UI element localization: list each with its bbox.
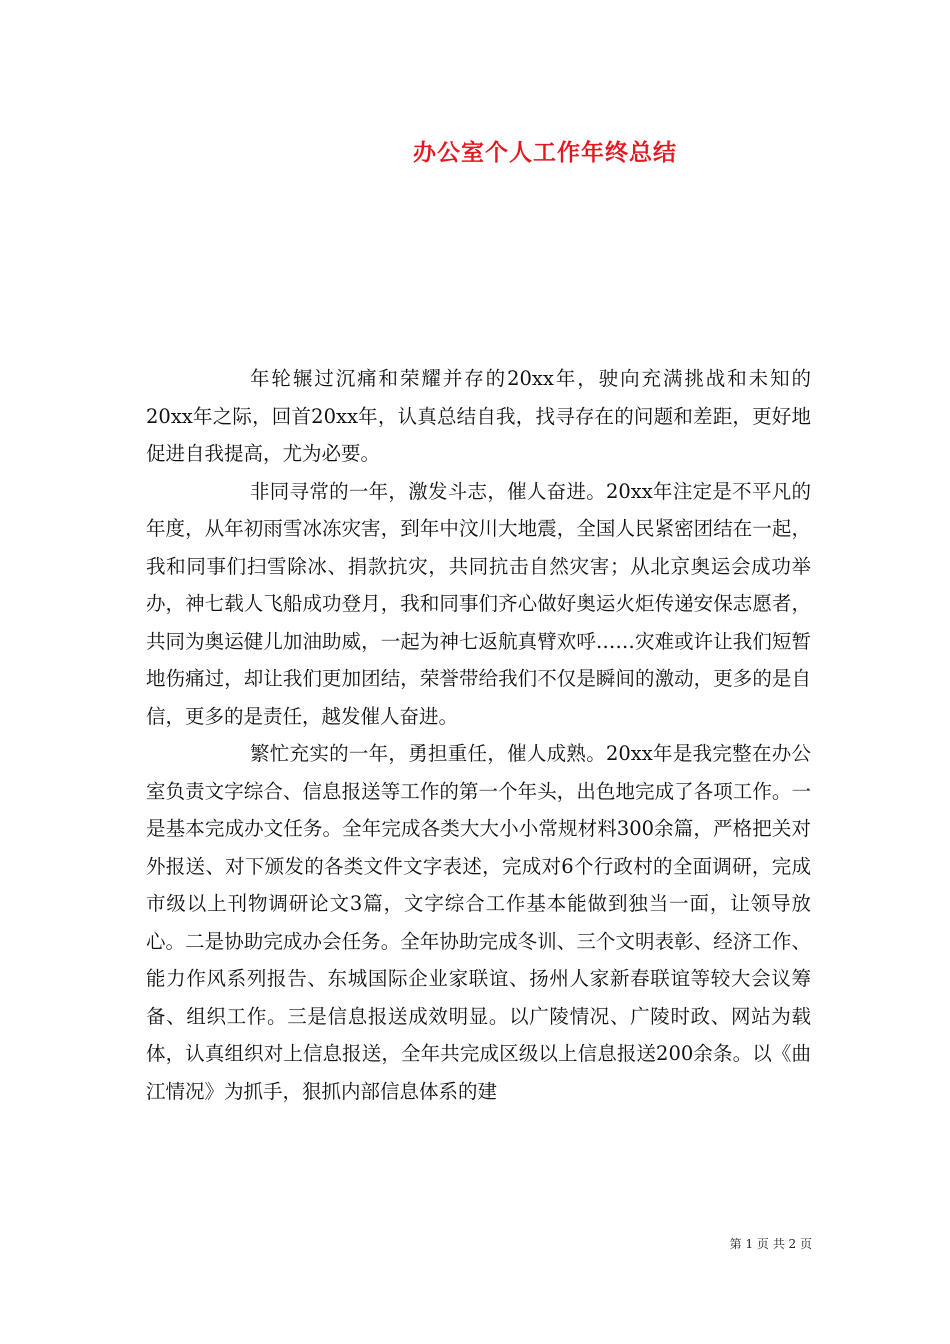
- page-number-footer: 第 1 页 共 2 页: [729, 1237, 812, 1251]
- paragraph-2: 非同寻常的一年，激发斗志，催人奋进。20xx年注定是不平凡的年度，从年初雨雪冰冻灾害，到年中汶川大地震，全国人民紧密团结在一起，我和同事们扫雪除冰、捐款抗灾，共同抗击自然灾害；从北京奥运会成功举办，神七载人飞船成功登月，我和同事们齐心做好奥运火炬传递安保志愿者，共同为奥运健儿加油助威，一起为神七返航真臂欢呼……灾难或许让我们短暂地伤痛过，却让我们更加团结，荣誉带给我们不仅是瞬间的激动，更多的是自信，更多的是责任，越发催人奋进。: [146, 479, 811, 728]
- paragraph-1: 年轮辗过沉痛和荣耀并存的20xx年，驶向充满挑战和未知的20xx年之际，回首20xx年，认真总结自我，找寻存在的问题和差距，更好地促进自我提高，尤为必要。: [146, 367, 811, 465]
- document-title: 办公室个人工作年终总结: [413, 139, 677, 166]
- document-body: [146, 360, 811, 1110]
- paragraph-3: 繁忙充实的一年，勇担重任，催人成熟。20xx年是我完整在办公室负责文字综合、信息报送等工作的第一个年头，出色地完成了各项工作。一是基本完成办文任务。全年完成各类大大小小常规材料300余篇，严格把关对外报送、对下颁发的各类文件文字表述，完成对6个行政村的全面调研，完成市级以上刊物调研论文3篇，文字综合工作基本能做到独当一面，让领导放心。二是协助完成办会任务。全年协助完成冬训、三个文明表彰、经济工作、能力作风系列报告、东城国际企业家联谊、扬州人家新春联谊等较大会议筹备、组织工作。三是信息报送成效明显。以广陵情况、广陵时政、网站为载体，认真组织对上信息报送，全年共完成区级以上信息报送200余条。以《曲江情况》为抓手，狠抓内部信息体系的建: [146, 742, 811, 1103]
